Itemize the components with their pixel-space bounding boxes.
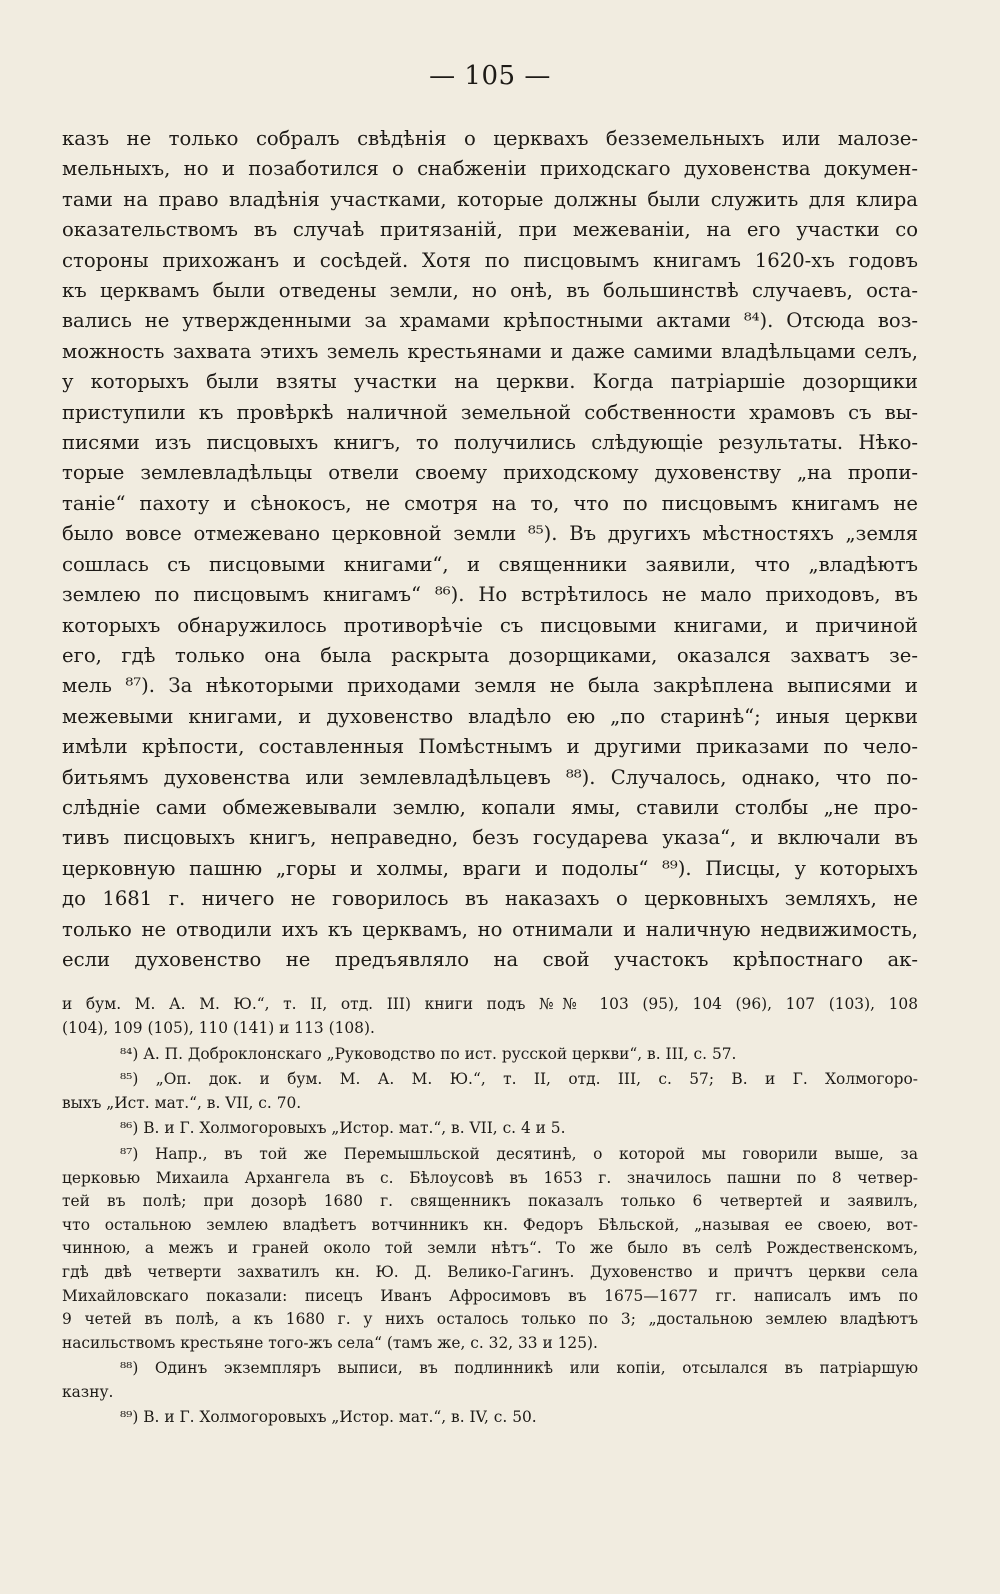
footnote: [62, 1043, 918, 1067]
footnote-line: чинною, а межъ и граней около той земли нѣтъ“. То же было въ селѣ Рождественскомъ,: [62, 1239, 918, 1258]
footnote: [62, 993, 918, 1040]
footnote-line: ⁸⁵) „Оп. док. и бум. М. А. М. Ю.“, т. II, отд. III, с. 57; В. и Г. Холмогоро-: [120, 1070, 918, 1089]
text-line: только не отводили ихъ къ церквамъ, но отнимали и наличную недвижимость,: [62, 917, 918, 941]
text-line: писями изъ писцовыхъ книгъ, то получились слѣдующіе результаты. Нѣко-: [62, 431, 918, 455]
text-line: которыхъ обнаружилось противорѣчіе съ писцовыми книгами, и причиной: [62, 613, 918, 637]
footnote-line: ⁸⁹) В. и Г. Холмогоровыхъ „Истор. мат.“, в. IV, с. 50.: [120, 1408, 537, 1427]
footnotes: [62, 993, 918, 1430]
text-line: до 1681 г. ничего не говорилось въ наказахъ о церковныхъ земляхъ, не: [62, 887, 918, 911]
text-line: торые землевладѣльцы отвели своему приходскому духовенству „на пропи-: [62, 461, 918, 485]
text-line: у которыхъ были взяты участки на церкви. Когда патріаршіе дозорщики: [62, 370, 918, 394]
text-line: если духовенство не предъявляло на свой участокъ крѣпостнаго ак-: [62, 947, 918, 971]
text-line: межевыми книгами, и духовенство владѣло ею „по старинѣ“; иныя церкви: [62, 704, 918, 728]
text-line: къ церквамъ были отведены земли, но онѣ, въ большинствѣ случаевъ, оста-: [62, 279, 918, 303]
text-line: мель ⁸⁷). За нѣкоторыми приходами земля не была закрѣплена выписями и: [62, 674, 918, 698]
footnote-line: ⁸⁸) Одинъ экземпляръ выписи, въ подлинникѣ или копіи, отсылался въ патріаршую: [120, 1359, 918, 1378]
text-line: оказательствомъ въ случаѣ притязаній, при межеваніи, на его участки со: [62, 218, 918, 242]
footnote-line: 9 четей въ полѣ, а къ 1680 г. у нихъ осталось только по 3; „достальною землею владѣютъ: [62, 1310, 918, 1329]
footnote-line: ⁸⁷) Напр., въ той же Перемышльской десятинѣ, о которой мы говорили выше, за: [120, 1144, 918, 1163]
footnote-line: что остальною землею владѣетъ вотчинникъ кн. Федоръ Бѣльской, „называя ее своею, вот-: [62, 1215, 918, 1234]
text-line: землею по писцовымъ книгамъ“ ⁸⁶). Но встрѣтилось не мало приходовъ, въ: [62, 583, 918, 607]
footnote: [62, 1068, 918, 1115]
footnote-line: тей въ полѣ; при дозорѣ 1680 г. священникъ показалъ только 6 четвертей и заявилъ,: [62, 1192, 918, 1211]
footnote-line: (104), 109 (105), 110 (141) и 113 (108).: [62, 1018, 375, 1037]
footnote-line: гдѣ двѣ четверти захватилъ кн. Ю. Д. Велико-Гагинъ. Духовенство и причтъ церкви села: [62, 1262, 918, 1281]
text-line: мельныхъ, но и позаботился о снабженіи приходскаго духовенства докумен-: [62, 157, 918, 181]
footnote: [62, 1117, 918, 1141]
footnote-line: насильствомъ крестьяне того-жъ села“ (тамъ же, с. 32, 33 и 125).: [62, 1333, 598, 1352]
text-line: стороны прихожанъ и сосѣдей. Хотя по писцовымъ книгамъ 1620-хъ годовъ: [62, 248, 918, 272]
text-line: было вовсе отмежевано церковной земли ⁸⁵). Въ другихъ мѣстностяхъ „земля: [62, 522, 918, 546]
page-number: — 105 —: [429, 61, 551, 91]
text-line: имѣли крѣпости, составленныя Помѣстнымъ и другими приказами по чело-: [62, 735, 918, 759]
text-line: таніе“ пахоту и сѣнокосъ, не смотря на то, что по писцовымъ книгамъ не: [62, 491, 918, 515]
footnote: [62, 1406, 918, 1430]
text-line: сошлась съ писцовыми книгами“, и священники заявили, что „владѣютъ: [62, 552, 918, 576]
text-line: вались не утвержденными за храмами крѣпостными актами ⁸⁴). Отсюда воз-: [62, 309, 918, 333]
text-line: можность захвата этихъ земель крестьянами и даже самими владѣльцами селъ,: [62, 339, 918, 363]
footnote: [62, 1143, 918, 1355]
main-text: [62, 124, 918, 975]
text-line: тами на право владѣнія участками, которые должны были служить для клира: [62, 187, 918, 211]
text-line: битьямъ духовенства или землевладѣльцевъ ⁸⁸). Случалось, однако, что по-: [62, 765, 918, 789]
text-line: его, гдѣ только она была раскрыта дозорщиками, оказался захватъ зе-: [62, 643, 918, 667]
text-line: казъ не только собралъ свѣдѣнія о церквахъ безземельныхъ или малозе-: [62, 127, 918, 150]
footnote-line: ⁸⁴) А. П. Доброклонскаго „Руководство по ист. русской церкви“, в. III, с. 57.: [120, 1044, 737, 1063]
footnote-line: церковью Михаила Архангела въ с. Бѣлоусовѣ въ 1653 г. значилось пашни по 8 четвер-: [62, 1168, 918, 1187]
footnote-line: выхъ „Ист. мат.“, в. VII, с. 70.: [62, 1093, 302, 1112]
footnote-line: и бум. М. А. М. Ю.“, т. II, отд. III) книги подъ №№ 103 (95), 104 (96), 107 (103), 108: [62, 995, 918, 1014]
text-line: тивъ писцовыхъ книгъ, неправедно, безъ государева указа“, и включали въ: [62, 826, 918, 850]
footnote-line: казну.: [62, 1382, 114, 1401]
text-line: приступили къ провѣркѣ наличной земельной собственности храмовъ съ вы-: [62, 400, 918, 424]
text-line: слѣдніе сами обмежевывали землю, копали ямы, ставили столбы „не про-: [62, 795, 918, 819]
footnote-line: Михайловскаго показали: писецъ Иванъ Афросимовъ въ 1675—1677 гг. написалъ имъ по: [62, 1286, 918, 1305]
footnote-line: ⁸⁶) В. и Г. Холмогоровыхъ „Истор. мат.“, в. VII, с. 4 и 5.: [120, 1119, 566, 1138]
text-line: церковную пашню „горы и холмы, враги и подолы“ ⁸⁹). Писцы, у которыхъ: [62, 856, 918, 880]
footnote: [62, 1357, 918, 1404]
